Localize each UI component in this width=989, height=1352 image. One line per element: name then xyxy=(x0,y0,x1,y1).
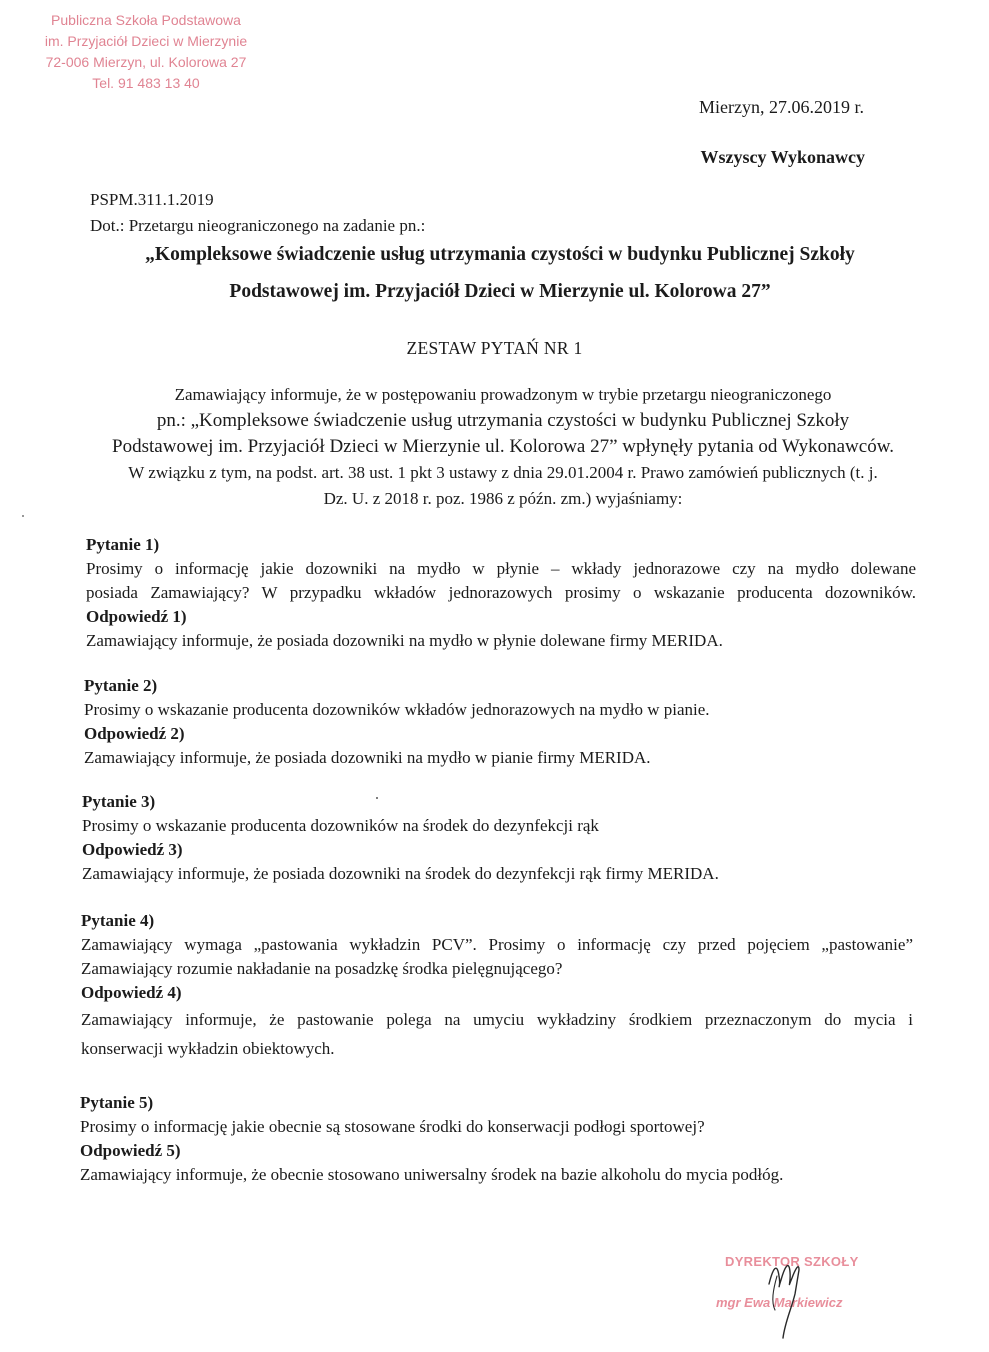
subject-intro: Dot.: Przetargu nieograniczonego na zadanie pn.: xyxy=(90,216,426,235)
intro-line: Dz. U. z 2018 r. poz. 1986 z późn. zm.) wyjaśniamy: xyxy=(323,489,683,508)
question-label: Pytanie 4) xyxy=(81,911,155,930)
question-label: Pytanie 5) xyxy=(80,1093,154,1112)
text-line: Zamawiający wymaga „pastowania wykładzin PCV”. Prosimy o informację czy przed pojęciem „pastowanie” xyxy=(81,935,913,954)
answer-text xyxy=(82,862,922,886)
stamp-line: im. Przyjaciół Dzieci w Mierzynie xyxy=(44,33,248,49)
scan-speck xyxy=(376,797,378,799)
stamp-line: Publiczna Szkoła Podstawowa xyxy=(51,12,241,28)
text-line: konserwacji wykładzin obiektowych. xyxy=(81,1039,335,1058)
subject-title-line: „Kompleksowe świadczenie usług utrzymania czystości w budynku Publicznej Szkoły xyxy=(145,244,855,265)
intro-line: Zamawiający informuje, że w postępowaniu prowadzonym w trybie przetargu nieograniczonego xyxy=(174,385,832,404)
answer-text xyxy=(84,746,924,770)
scan-speck xyxy=(22,515,24,517)
qa-item xyxy=(80,1091,920,1187)
answer-text xyxy=(81,1005,913,1063)
intro-line: pn.: „Kompleksowe świadczenie usług utrzymania czystości w budynku Publicznej Szkoły xyxy=(156,410,850,431)
signature-title: DYREKTOR SZKOŁY xyxy=(725,1254,859,1269)
question-text xyxy=(81,933,913,981)
question-label: Pytanie 1) xyxy=(86,535,160,554)
answer-label: Odpowiedź 5) xyxy=(80,1141,181,1160)
subject-title-line: Podstawowej im. Przyjaciół Dzieci w Mierzynie ul. Kolorowa 27” xyxy=(229,281,771,302)
text-line: Zamawiający informuje, że posiada dozowniki na środek do dezynfekcji rąk firmy MERIDA. xyxy=(82,864,719,883)
intro-paragraph xyxy=(88,382,918,512)
text-line: Prosimy o informację jakie dozowniki na mydło w płynie – wkłady jednorazowe czy na mydło dolewane xyxy=(86,559,916,578)
answer-text xyxy=(86,629,916,653)
reference-number: PSPM.311.1.2019 xyxy=(90,190,214,209)
handwritten-signature-icon xyxy=(755,1250,815,1342)
director-signature-stamp xyxy=(700,1250,900,1340)
text-line: Prosimy o wskazanie producenta dozowników na środek do dezynfekcji rąk xyxy=(82,816,599,835)
signature-name: mgr Ewa Markiewicz xyxy=(716,1295,843,1310)
question-set-title: ZESTAW PYTAŃ NR 1 xyxy=(406,338,583,358)
text-line: Zamawiający informuje, że posiada dozowniki na mydło w pianie firmy MERIDA. xyxy=(84,748,651,767)
intro-line: Podstawowej im. Przyjaciół Dzieci w Mierzynie ul. Kolorowa 27” wpłynęły pytania od Wykonawców. xyxy=(112,436,894,457)
answer-text xyxy=(80,1163,920,1187)
answer-label: Odpowiedź 1) xyxy=(86,607,187,626)
intro-line: W związku z tym, na podst. art. 38 ust. 1 pkt 3 ustawy z dnia 29.01.2004 r. Prawo zamówień publicznych (t. j. xyxy=(128,463,878,482)
question-text xyxy=(86,557,916,605)
text-line: posiada Zamawiający? W przypadku wkładów jednorazowych prosimy o wskazanie producenta dozowników. xyxy=(86,583,916,602)
qa-item xyxy=(82,790,922,886)
text-line: Prosimy o informację jakie obecnie są stosowane środki do konserwacji podłogi sportowej? xyxy=(80,1117,705,1136)
stamp-line: 72-006 Mierzyn, ul. Kolorowa 27 xyxy=(45,54,247,70)
question-text xyxy=(80,1115,920,1139)
recipient: Wszyscy Wykonawcy xyxy=(700,147,865,167)
text-line: Zamawiający rozumie nakładanie na posadzkę środka pielęgnującego? xyxy=(81,959,563,978)
text-line: Zamawiający informuje, że obecnie stosowano uniwersalny środek na bazie alkoholu do mycia podłóg. xyxy=(80,1165,784,1184)
stamp-line: Tel. 91 483 13 40 xyxy=(92,75,200,91)
qa-item xyxy=(84,674,924,770)
answer-label: Odpowiedź 4) xyxy=(81,983,182,1002)
question-label: Pytanie 3) xyxy=(82,792,156,811)
question-text xyxy=(84,698,924,722)
question-label: Pytanie 2) xyxy=(84,676,158,695)
qa-item xyxy=(86,533,916,653)
school-stamp xyxy=(26,10,266,94)
text-line: Zamawiający informuje, że pastowanie polega na umyciu wykładziny środkiem przeznaczonym do mycia i xyxy=(81,1010,913,1029)
answer-label: Odpowiedź 3) xyxy=(82,840,183,859)
qa-item xyxy=(81,909,913,1063)
document-date: Mierzyn, 27.06.2019 r. xyxy=(699,97,864,117)
question-text xyxy=(82,814,922,838)
answer-label: Odpowiedź 2) xyxy=(84,724,185,743)
text-line: Zamawiający informuje, że posiada dozowniki na mydło w płynie dolewane firmy MERIDA. xyxy=(86,631,723,650)
text-line: Prosimy o wskazanie producenta dozowników wkładów jednorazowych na mydło w pianie. xyxy=(84,700,710,719)
